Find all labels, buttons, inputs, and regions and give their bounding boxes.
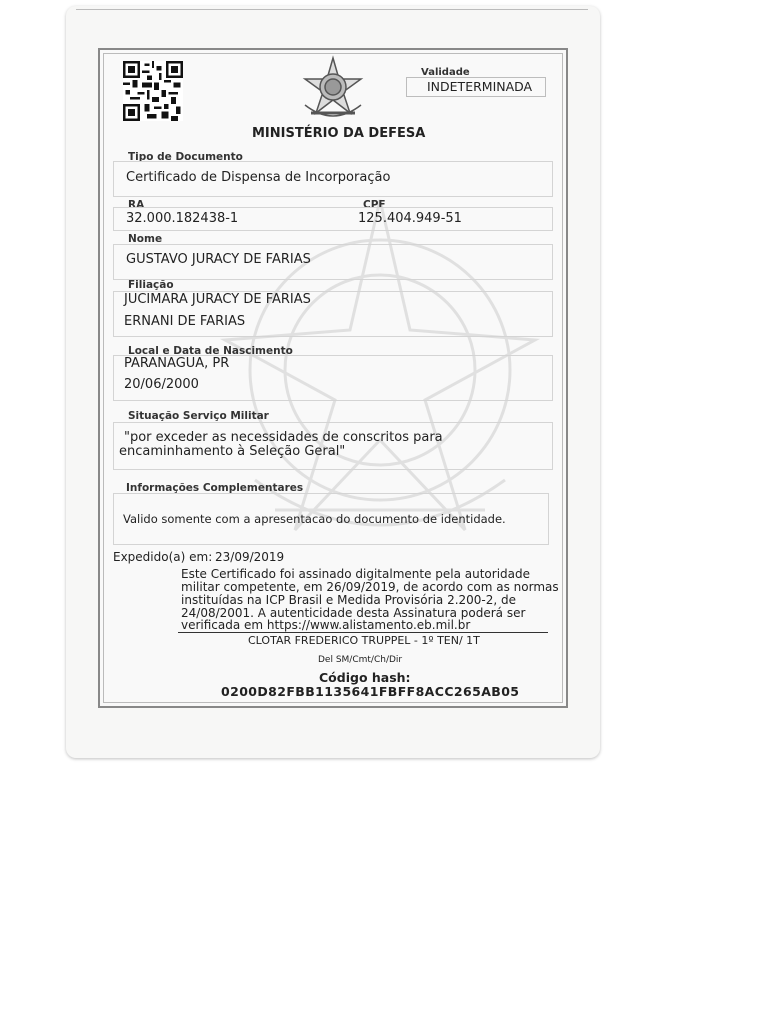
nome-value: GUSTAVO JURACY DE FARIAS (126, 252, 311, 267)
doc-type-value: Certificado de Dispensa de Incorporação (126, 170, 391, 185)
filiacao-label: Filiação (128, 279, 174, 291)
expedido-date: 23/09/2019 (215, 550, 285, 564)
nascimento-date: 20/06/2000 (124, 377, 199, 392)
signature-text-line2: militar competente, em 26/09/2019, de acordo com as normas (181, 580, 559, 594)
validade-value: INDETERMINADA (406, 77, 546, 97)
hash-label: Código hash: (319, 670, 411, 685)
ra-label: RA (128, 199, 145, 211)
nome-label: Nome (128, 233, 163, 245)
expedido-label: Expedido(a) em: (113, 550, 213, 564)
signature-text-line4: 24/08/2001. A autenticidade desta Assinatura poderá ser (181, 606, 526, 620)
qr-code-icon (123, 61, 183, 121)
cpf-label: CPF (363, 199, 386, 211)
signature-line (178, 632, 548, 633)
nascimento-label: Local e Data de Nascimento (128, 345, 293, 357)
signer-name: CLOTAR FREDERICO TRUPPEL - 1º TEN/ 1T (248, 634, 480, 647)
signer-unit: Del SM/Cmt/Ch/Dir (318, 655, 403, 665)
situacao-label: Situação Serviço Militar (128, 410, 269, 422)
situacao-line1: "por exceder as necessidades de conscritos para (124, 430, 443, 445)
signature-text-line3: instituídas na ICP Brasil e Medida Provisória 2.200-2, de (181, 593, 517, 607)
filiacao-father: ERNANI DE FARIAS (124, 314, 246, 329)
info-label: Informações Complementares (126, 482, 304, 494)
validade-label: Validade (421, 67, 470, 78)
doc-type-label: Tipo de Documento (128, 151, 243, 163)
nascimento-place: PARANAGUA, PR (124, 356, 230, 371)
coat-of-arms-icon (297, 55, 369, 125)
card-top-edge (76, 9, 588, 10)
hash-value: 0200D82FBB1135641FBFF8ACC265AB05 (221, 684, 520, 699)
signature-text-line5: verificada em https://www.alistamento.eb.mil.br (181, 618, 471, 632)
signature-text-line1: Este Certificado foi assinado digitalmente pela autoridade (181, 567, 531, 581)
ministry-title: MINISTÉRIO DA DEFESA (252, 126, 426, 141)
info-value: Valido somente com a apresentacao do documento de identidade. (123, 512, 506, 526)
ra-value: 32.000.182438-1 (126, 211, 239, 226)
filiacao-mother: JUCIMARA JURACY DE FARIAS (124, 292, 311, 307)
situacao-line2: encaminhamento à Seleção Geral" (119, 444, 346, 459)
cpf-value: 125.404.949-51 (358, 211, 462, 226)
